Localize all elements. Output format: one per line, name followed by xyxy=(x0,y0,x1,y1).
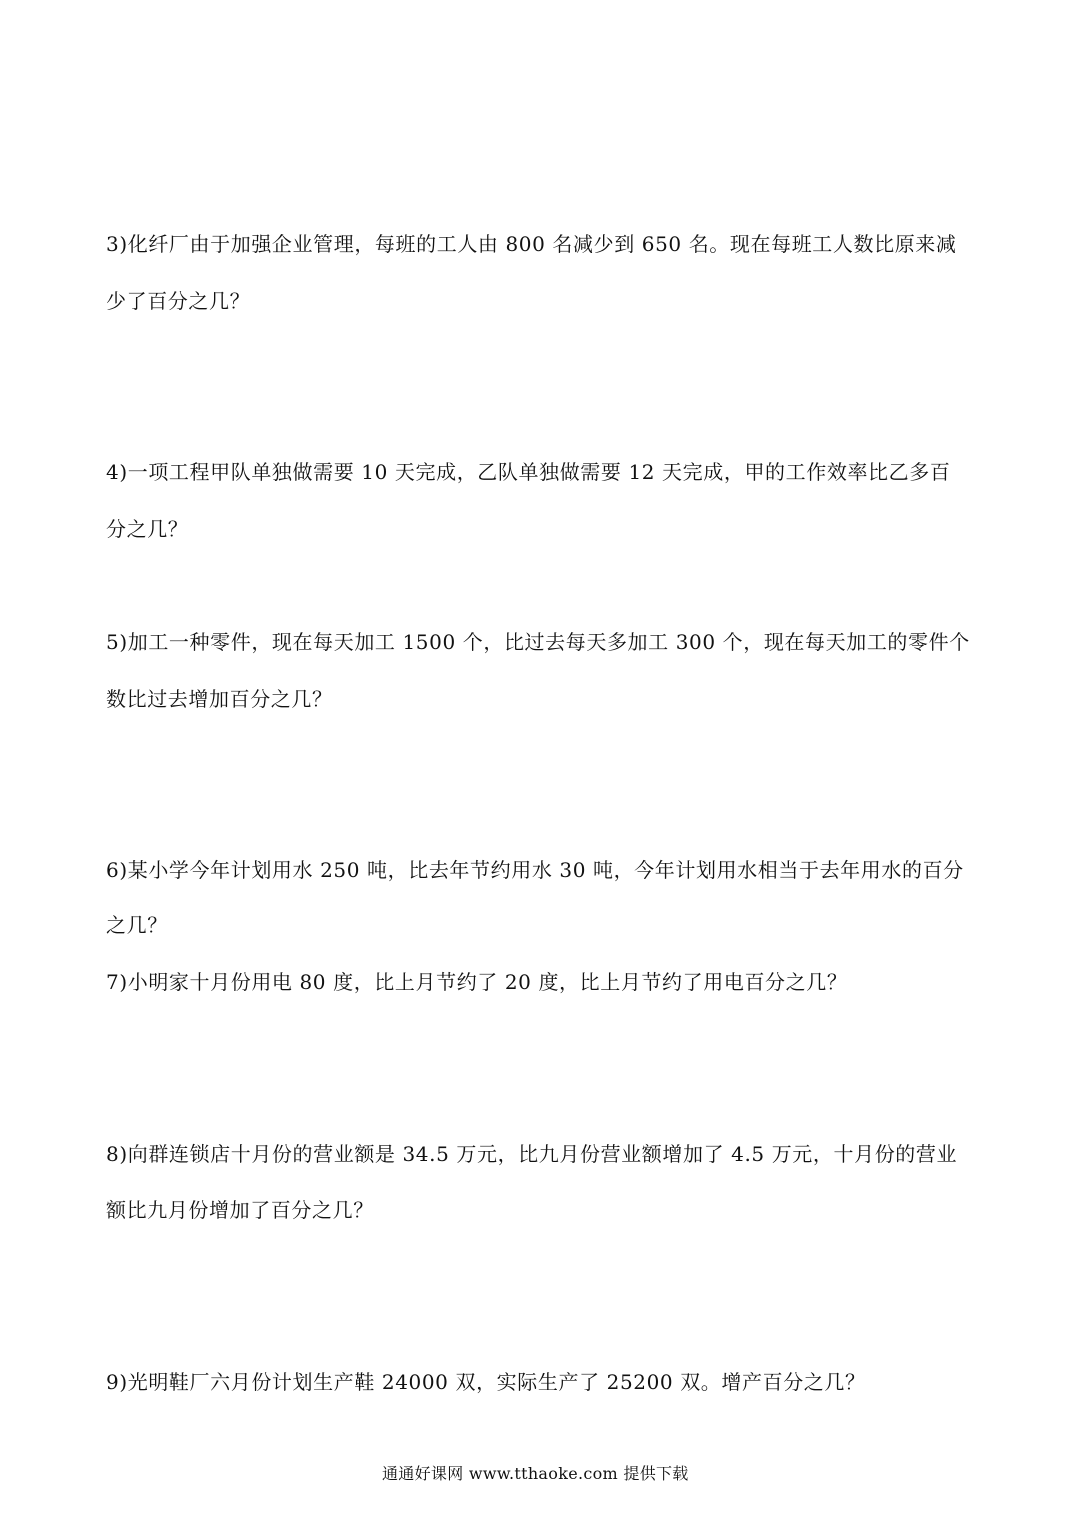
question-6-line-1: 6)某小学今年计划用水 250 吨，比去年节约用水 30 吨，今年计划用水相当于去年用水的百分 xyxy=(106,858,964,882)
question-4-line-1: 4)一项工程甲队单独做需要 10 天完成，乙队单独做需要 12 天完成，甲的工作效率比乙多百 xyxy=(106,460,951,484)
footer-text: 通通好课网 www.tthaoke.com 提供下载 xyxy=(382,1464,689,1483)
question-6-line-2: 之几？ xyxy=(106,913,168,937)
question-4-line-2: 分之几？ xyxy=(106,517,189,541)
question-7-line-1: 7)小明家十月份用电 80 度，比上月节约了 20 度，比上月节约了用电百分之几？ xyxy=(106,970,848,994)
question-8-line-2: 额比九月份增加了百分之几？ xyxy=(106,1198,374,1222)
question-5-line-1: 5)加工一种零件，现在每天加工 1500 个，比过去每天多加工 300 个，现在每天加工的零件个 xyxy=(106,630,970,654)
question-5-line-2: 数比过去增加百分之几？ xyxy=(106,687,333,711)
question-3-line-1: 3)化纤厂由于加强企业管理，每班的工人由 800 名减少到 650 名。现在每班工人数比原来减 xyxy=(106,232,957,256)
question-3-line-2: 少了百分之几？ xyxy=(106,289,251,313)
question-9-line-1: 9)光明鞋厂六月份计划生产鞋 24000 双，实际生产了 25200 双。增产百分之几？ xyxy=(106,1370,866,1394)
question-8-line-1: 8)向群连锁店十月份的营业额是 34.5 万元，比九月份营业额增加了 4.5 万元，十月份的营业 xyxy=(106,1142,958,1166)
